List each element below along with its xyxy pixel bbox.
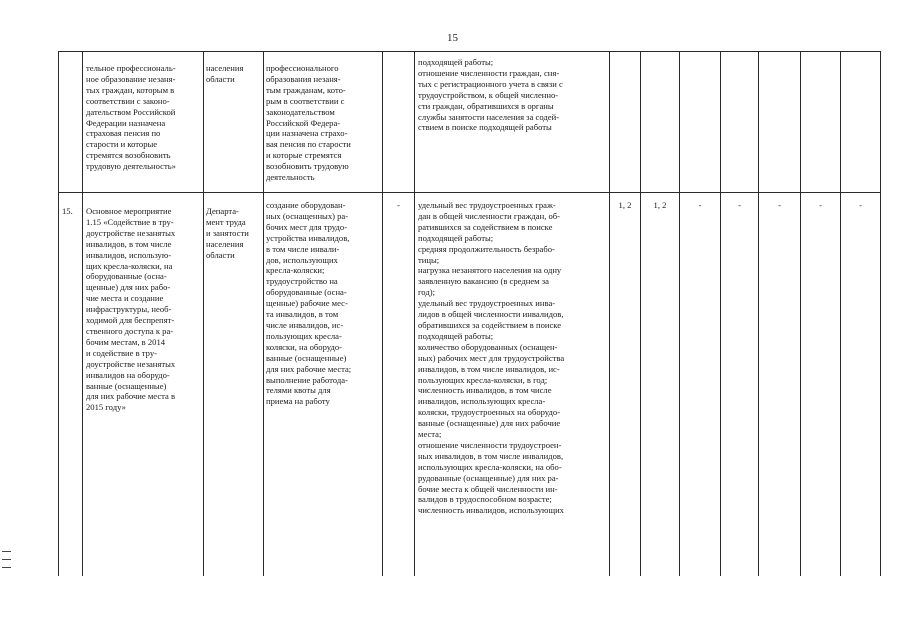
table-vline bbox=[414, 51, 415, 576]
measure-name: Основное мероприятие 1.15 «Содействие в тру- доустройстве незанятых инвалидов, в том числе инвалидов, использую- щих кресла-коляски, на оборудованные (осна- щенные) для них рабо- чие места и создание инфраструктуры, необ- ходимой для беспрепят- ственного доступа к ра- бочим местам, в 2014 и содействие в тру- доустройстве незанятых инвалидов на оборудо- ванные (оснащенные) для них рабочие места в 2015 году» bbox=[86, 206, 176, 413]
table-hline bbox=[58, 51, 880, 52]
connection-cell: - bbox=[397, 200, 400, 210]
indicator-value-cell: - bbox=[819, 200, 822, 210]
margin-mark bbox=[2, 559, 11, 560]
indicator-value-cell: 1, 2 bbox=[618, 200, 632, 210]
table-vline bbox=[203, 51, 204, 576]
indicator-value-cell: - bbox=[738, 200, 741, 210]
margin-mark bbox=[2, 567, 11, 568]
table-vline bbox=[609, 51, 610, 576]
prev-row-result-text: профессионального образования незаня- тым гражданам, кото- рым в соответствии с законодательством Российской Федера- ции назначена страхо- вая пенсия по старости и которые стремятся возобновить трудовую деятельность bbox=[266, 63, 351, 183]
indicator-value-cell: - bbox=[698, 200, 702, 210]
table-vline bbox=[58, 51, 59, 576]
indicator-value-cell: - bbox=[859, 200, 862, 210]
prev-row-measure-text: тельное профессиональ- ное образование незаня- тых граждан, которым в соответствии с законо- дательством Российской Федерации назначена страховая пенсия по старости и которые стремятся возобновить трудовую деятельность» bbox=[86, 63, 176, 172]
table-vline bbox=[640, 51, 641, 576]
indicator-value-cell: 1, 2 bbox=[653, 200, 667, 210]
expected-result: создание оборудован- ных (оснащенных) ра- бочих мест для трудо- устройства инвалидов, в том числе инвали- дов, использующих кресла-коляски; трудоустройство на оборудованные (осна- щенные) рабочие мес- та инвалидов, в том числе инвалидов, ис- пользующих кресла- коляски, на оборудо- ванные (оснащенные) для них рабочие места; выполнение работода- телями квоты для приема на работу bbox=[266, 200, 352, 407]
table-vline bbox=[720, 51, 721, 576]
page-number: 15 bbox=[447, 32, 458, 44]
table-vline bbox=[800, 51, 801, 576]
executor: Департа- мент труда и занятости населения области bbox=[206, 206, 249, 260]
table-vline bbox=[758, 51, 759, 576]
indicators-list: удельный вес трудоустроенных граж- дан в общей численности граждан, об- ратившихся за содействием в поиске подходящей работы; средняя продолжительность безрабо- тицы; нагрузка незанятого населения на одну заявленную вакансию (в среднем за год); удельный вес трудоустроенных инва- лидов в общей численности инвалидов, обратившихся за содействием в поиске подходящей работы; количество оборудованных (оснащен- ных) рабочих мест для трудоустройства инвалидов, в том числе инвалидов, ис- пользующих кресла-коляски, в год; численность инвалидов, в том числе инвалидов, использующих кресла- коляски, трудоустроенных на оборудо- ванные (оснащенные) для них рабочие места; отношение численности трудоустроен- ных инвалидов, в том числе инвалидов, использующих кресла-коляски, на обо- рудованные (оснащенные) для них ра- бочие места к общей численности ин- валидов в трудоспособном возрасте; численность инвалидов, использующих bbox=[418, 200, 565, 516]
table-vline bbox=[382, 51, 383, 576]
table-vline bbox=[82, 51, 83, 576]
table-vline bbox=[880, 51, 881, 576]
prev-row-executor-text: населения области bbox=[206, 63, 244, 84]
row-number: 15. bbox=[62, 206, 73, 216]
indicator-value-cell: - bbox=[778, 200, 781, 210]
prev-row-indicators-text: подходящей работы; отношение численности граждан, сня- тых с регистрационного учета в связи с трудоустройством, к общей численно- сти граждан, обратившихся в органы службы занятости населения за содей- ствием в поиске подходящей работы bbox=[418, 57, 563, 133]
row-divider bbox=[58, 192, 880, 193]
table-vline bbox=[263, 51, 264, 576]
table-vline bbox=[840, 51, 841, 576]
margin-mark bbox=[2, 551, 11, 552]
table-vline bbox=[679, 51, 680, 576]
